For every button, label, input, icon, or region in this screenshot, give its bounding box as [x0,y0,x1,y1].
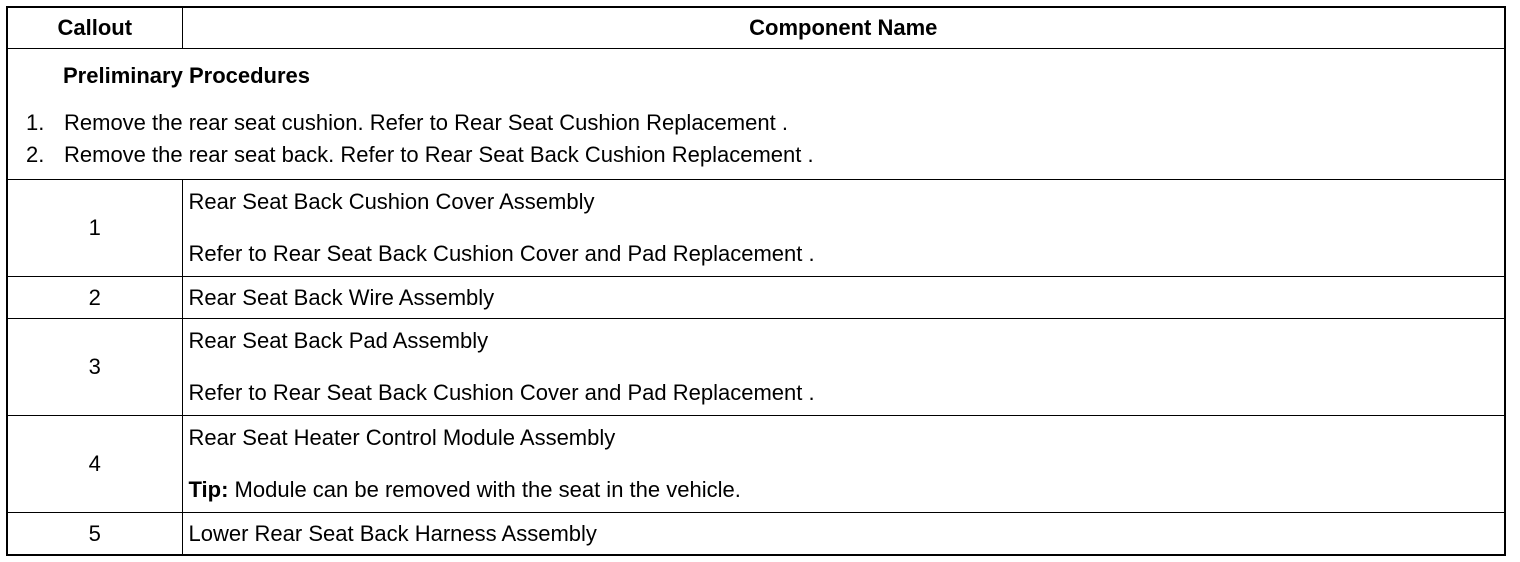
tip-text: Module can be removed with the seat in the vehicle. [228,477,741,502]
callout-number: 3 [7,319,182,416]
table-row [7,180,1505,277]
preliminary-row [7,49,1505,180]
preliminary-step [8,139,1504,171]
component-note: Refer to Rear Seat Back Cushion Cover and Pad Replacement . [188,241,815,266]
step-text: Remove the rear seat cushion. Refer to Rear Seat Cushion Replacement . [64,110,788,135]
callout-number: 2 [7,277,182,319]
preliminary-step [8,107,1504,139]
component-cell [182,277,1505,319]
step-number: 1. [26,110,45,135]
table-header-row [7,7,1505,49]
step-text: Remove the rear seat back. Refer to Rear Seat Back Cushion Replacement . [64,142,814,167]
preliminary-procedures [7,49,1505,180]
component-cell [182,416,1505,513]
component-name: Rear Seat Heater Control Module Assembly [188,425,616,450]
callout-header: Callout [7,7,182,49]
table-row [7,513,1505,556]
callout-number: 5 [7,513,182,556]
tip-label: Tip: [188,477,229,502]
component-name: Lower Rear Seat Back Harness Assembly [188,520,597,546]
step-number: 2. [26,142,45,167]
preliminary-title: Preliminary Procedures [63,63,311,88]
component-cell [182,319,1505,416]
component-name: Rear Seat Back Wire Assembly [188,284,495,310]
component-name: Rear Seat Back Cushion Cover Assembly [188,189,595,214]
table-row [7,277,1505,319]
component-name-header: Component Name [182,7,1505,49]
component-tip [189,476,1505,504]
component-cell [182,513,1505,556]
preliminary-steps [8,107,1504,171]
table-row [7,319,1505,416]
table-row [7,416,1505,513]
component-cell [182,180,1505,277]
callout-number: 4 [7,416,182,513]
component-table [6,6,1506,556]
component-name: Rear Seat Back Pad Assembly [188,328,489,353]
component-note: Refer to Rear Seat Back Cushion Cover and Pad Replacement . [188,380,815,405]
callout-number: 1 [7,180,182,277]
